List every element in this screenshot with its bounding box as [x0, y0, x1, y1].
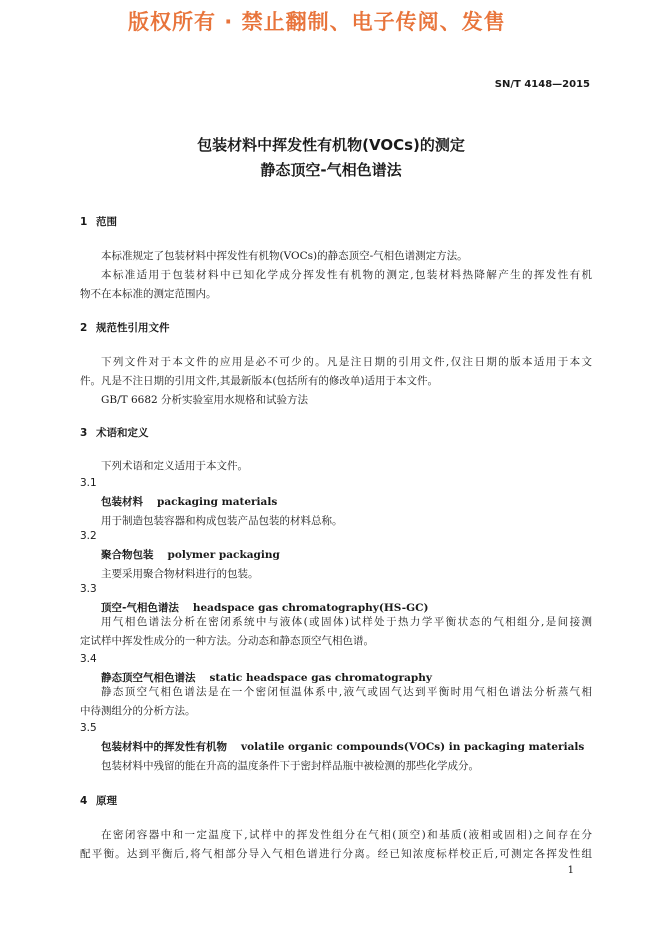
section-number: 2 [80, 322, 88, 334]
term-number: 3.2 [80, 530, 97, 542]
section-title: 术语和定义 [96, 427, 149, 439]
term-en: static headspace gas chromatography [209, 672, 432, 684]
section-number: 1 [80, 216, 88, 228]
term-definition: 主要采用聚合物材料进行的包装。 [101, 568, 259, 580]
term-definition: 用于制造包装容器和构成包装产品包装的材料总称。 [101, 515, 343, 527]
section-2-heading [80, 320, 170, 335]
paragraph-line: 本标准规定了包装材料中挥发性有机物(VOCs)的静态顶空-气相色谱测定方法。 [101, 250, 468, 262]
section-1-body [80, 247, 592, 304]
standard-number: SN/T 4148—2015 [494, 79, 590, 90]
term-zh: 顶空-气相色谱法 [101, 602, 179, 614]
term-zh: 包装材料中的挥发性有机物 [101, 741, 227, 753]
term-zh: 包装材料 [101, 496, 143, 508]
term-en: headspace gas chromatography(HS-GC) [192, 602, 429, 614]
copyright-banner: 版权所有 · 禁止翻制、电子传阅、发售 [128, 10, 506, 34]
section-1-heading [80, 214, 117, 229]
term-number: 3.5 [80, 722, 97, 734]
paragraph-line: 中待测组分的分析方法。 [80, 705, 196, 717]
term-en: volatile organic compounds(VOCs) in packaging materials [241, 741, 585, 753]
normative-reference: GB/T 6682 分析实验室用水规格和试验方法 [101, 394, 309, 406]
term-number: 3.4 [80, 653, 97, 665]
term-en: packaging materials [157, 496, 278, 508]
paragraph-line: 配平衡。达到平衡后,将气相部分导入气相色谱进行分离。经已知浓度标样校正后,可测定各挥发性组 [80, 848, 592, 860]
paragraph-line: 件。凡是不注日期的引用文件,其最新版本(包括所有的修改单)适用于本文件。 [80, 375, 439, 387]
paragraph-line: 在密闭容器中和一定温度下,试样中的挥发性组分在气相(顶空)和基质(液相或固相)之间存在分 [101, 829, 592, 841]
term-3-1 [101, 494, 277, 509]
paragraph-line: 定试样中挥发性成分的一种方法。分动态和静态顶空气相色谱。 [80, 635, 374, 647]
section-3-intro: 下列术语和定义适用于本文件。 [101, 460, 248, 472]
term-zh: 聚合物包装 [101, 549, 154, 561]
section-number: 3 [80, 427, 88, 439]
page-number: 1 [567, 865, 574, 876]
term-en: polymer packaging [167, 549, 280, 561]
paragraph-line: 静态顶空气相色谱法是在一个密闭恒温体系中,液气或固气达到平衡时用气相色谱法分析蒸气相 [101, 686, 592, 698]
term-zh: 静态顶空气相色谱法 [101, 672, 196, 684]
paragraph-line: 用气相色谱法分析在密闭系统中与液体(或固体)试样处于热力学平衡状态的气相组分,是间接测 [101, 616, 592, 628]
term-3-4-definition [80, 683, 592, 721]
section-number: 4 [80, 795, 88, 807]
section-title: 规范性引用文件 [96, 322, 170, 334]
document-subtitle: 静态顶空-气相色谱法 [260, 161, 402, 179]
term-3-3-definition [80, 613, 592, 651]
term-definition: 包装材料中残留的能在升高的温度条件下于密封样品瓶中被检测的那些化学成分。 [101, 760, 479, 772]
paragraph-line: 下列文件对于本文件的应用是必不可少的。凡是注日期的引用文件,仅注日期的版本适用于本文 [101, 356, 592, 368]
paragraph-line: 物不在本标准的测定范围内。 [80, 288, 217, 300]
document-title: 包装材料中挥发性有机物(VOCs)的测定 [197, 136, 465, 154]
term-3-5 [101, 739, 584, 754]
term-3-2 [101, 547, 280, 562]
section-title: 范围 [96, 216, 117, 228]
term-number: 3.3 [80, 583, 97, 595]
term-number: 3.1 [80, 477, 97, 489]
section-4-heading [80, 793, 117, 808]
section-3-heading [80, 425, 149, 440]
section-title: 原理 [96, 795, 117, 807]
section-4-body [80, 826, 592, 864]
section-2-body [80, 353, 592, 410]
paragraph-line: 本标准适用于包装材料中已知化学成分挥发性有机物的测定,包装材料热降解产生的挥发性有机 [101, 269, 592, 281]
